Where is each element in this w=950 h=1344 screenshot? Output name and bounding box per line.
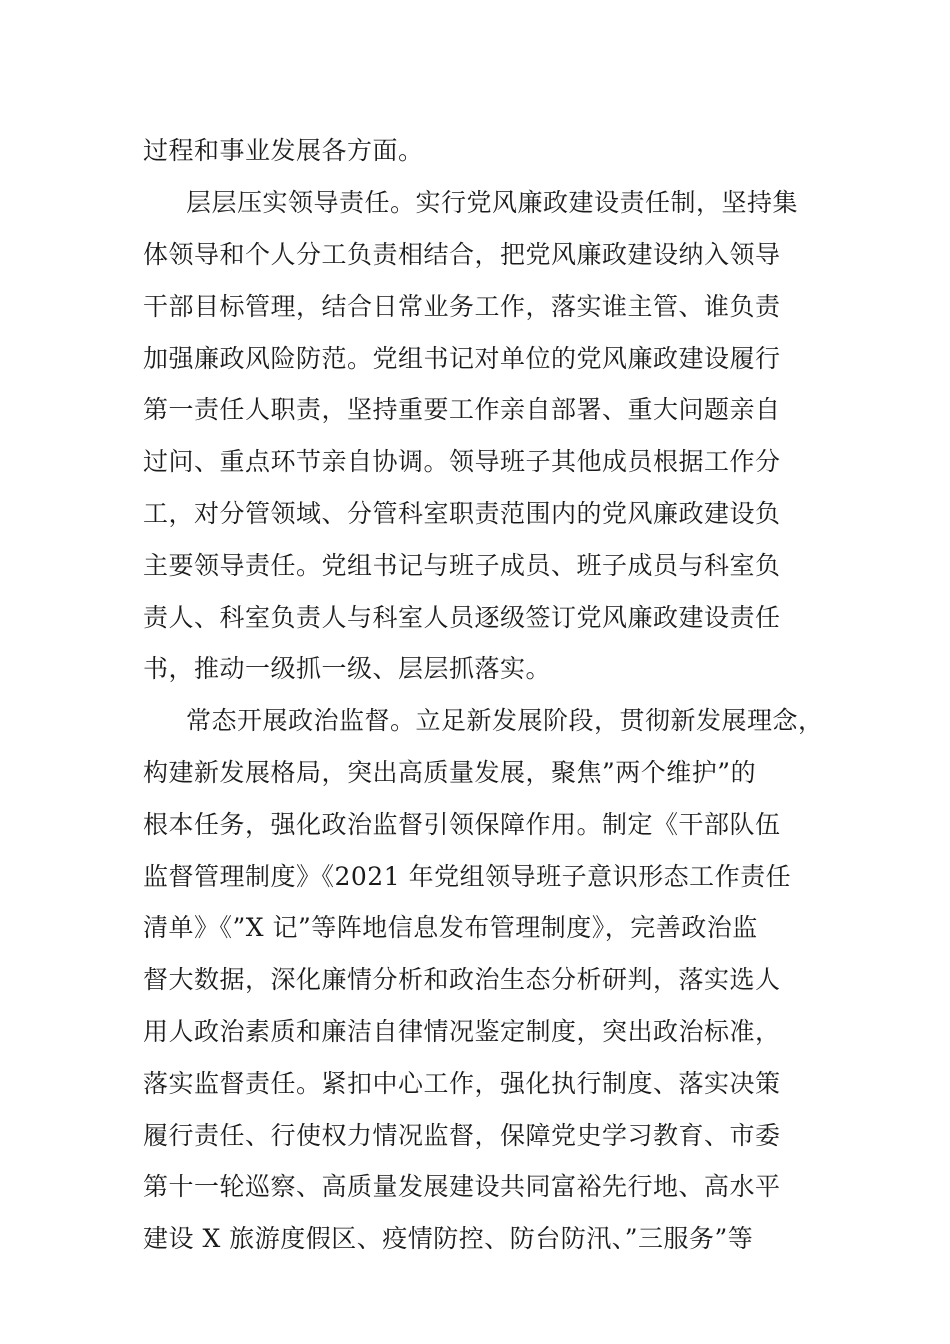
paragraph-start-line: 常态开展政治监督。立足新发展阶段，贯彻新发展理念， [186,706,824,735]
text-line: 过问、重点环节亲自协调。领导班子其他成员根据工作分 [143,447,781,476]
text-line: 督大数据，深化廉情分析和政治生态分析研判，落实选人 [143,965,781,994]
paragraph-start-line: 层层压实领导责任。实行党风廉政建设责任制，坚持集 [186,188,799,217]
text-line: 建设 X 旅游度假区、疫情防控、防台防汛、”三服务”等 [143,1224,754,1253]
text-line: 加强廉政风险防范。党组书记对单位的党风廉政建设履行 [143,344,781,373]
text-line: 清单》《”X 记”等阵地信息发布管理制度》，完善政治监 [143,913,758,942]
text-line: 用人政治素质和廉洁自律情况鉴定制度，突出政治标准， [143,1017,781,1046]
text-line: 落实监督责任。紧扣中心工作，强化执行制度、落实决策 [143,1069,781,1098]
text-line: 履行责任、行使权力情况监督，保障党史学习教育、市委 [143,1121,781,1150]
text-line: 体领导和个人分工负责相结合，把党风廉政建设纳入领导 [143,240,781,269]
text-line: 主要领导责任。党组书记与班子成员、班子成员与科室负 [143,551,781,580]
text-line: 第一责任人职责，坚持重要工作亲自部署、重大问题亲自 [143,395,781,424]
text-line: 责人、科室负责人与科室人员逐级签订党风廉政建设责任 [143,603,781,632]
text-line: 干部目标管理，结合日常业务工作，落实谁主管、谁负责 [143,292,781,321]
text-line: 监督管理制度》《2021 年党组领导班子意识形态工作责任 [143,862,792,891]
text-line: 构建新发展格局，突出高质量发展，聚焦”两个维护”的 [143,758,757,787]
text-line: 第十一轮巡察、高质量发展建设共同富裕先行地、高水平 [143,1172,781,1201]
text-line: 根本任务，强化政治监督引领保障作用。制定《干部队伍 [143,810,781,839]
text-line: 工，对分管领域、分管科室职责范围内的党风廉政建设负 [143,499,781,528]
text-line: 过程和事业发展各方面。 [143,136,424,165]
text-line: 书，推动一级抓一级、层层抓落实。 [143,654,552,683]
